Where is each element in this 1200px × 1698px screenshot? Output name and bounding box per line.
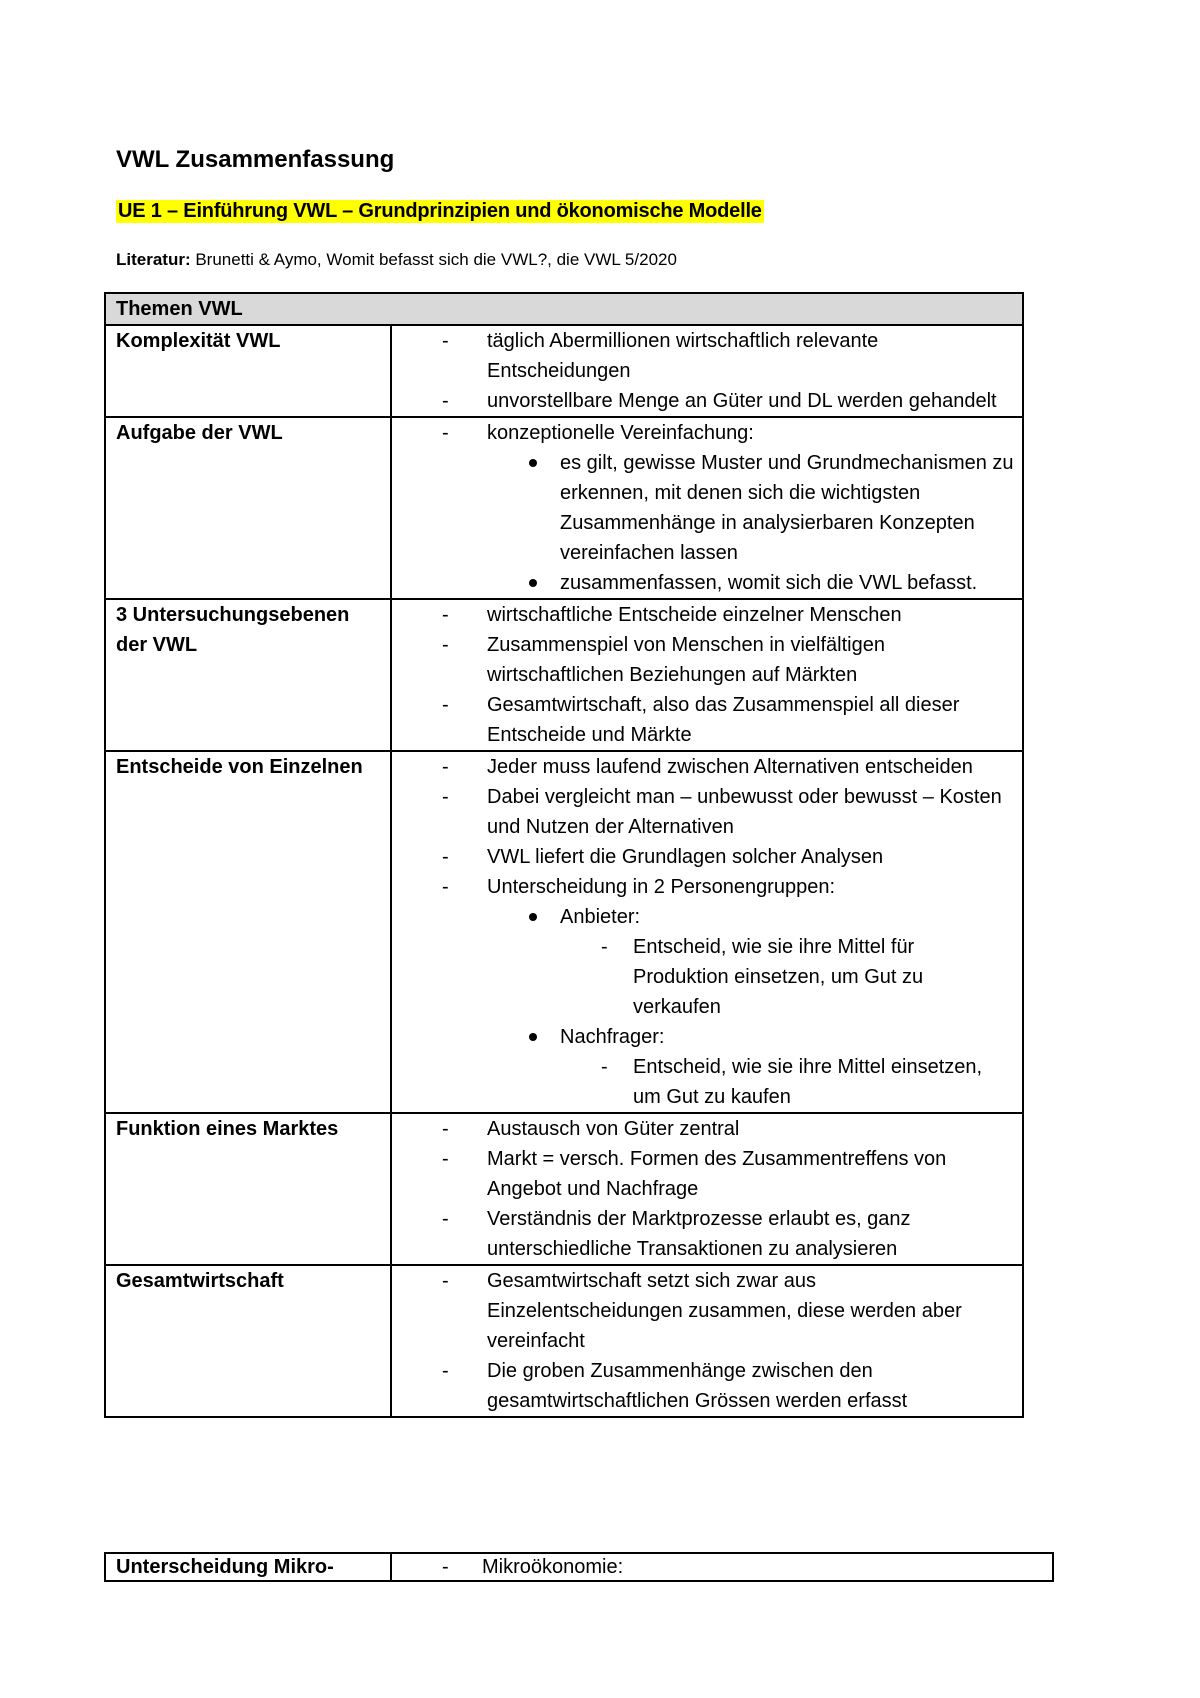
list-item (402, 326, 1014, 386)
list-item-text: konzeptionelle Vereinfachung: (487, 422, 754, 444)
list-item (402, 600, 1014, 630)
list-item (402, 1204, 1014, 1264)
list-item (402, 752, 1014, 782)
table-row (105, 1113, 1023, 1265)
list-item (402, 386, 1014, 416)
list-item (402, 1144, 1014, 1204)
list-item-text: täglich Abermillionen wirtschaftlich relevante Entscheidungen (487, 330, 879, 382)
dash-list (402, 418, 1014, 598)
list-item-text: Entscheid, wie sie ihre Mittel für Produktion einsetzen, um Gut zu verkaufen (633, 936, 924, 1018)
list-item-text: Nachfrager: (560, 1026, 665, 1048)
list-item-text: Gesamtwirtschaft setzt sich zwar aus Einzelentscheidungen zusammen, diese werden aber vereinfacht (487, 1270, 962, 1352)
row-label: Entscheide von Einzelnen (105, 751, 391, 1113)
list-item-text: Markt = versch. Formen des Zusammentreffens von Angebot und Nachfrage (487, 1148, 947, 1200)
list-item-text: Austausch von Güter zentral (487, 1118, 740, 1140)
list-item-text: Jeder muss laufend zwischen Alternativen entscheiden (487, 756, 973, 778)
list-item (402, 842, 1014, 872)
list-item-text: Entscheid, wie sie ihre Mittel einsetzen, um Gut zu kaufen (633, 1056, 983, 1108)
row-content (391, 599, 1023, 751)
list-item-text: VWL liefert die Grundlagen solcher Analysen (487, 846, 884, 868)
list-item (487, 1052, 1014, 1112)
list-item-text: wirtschaftliche Entscheide einzelner Menschen (487, 604, 902, 626)
section-heading: UE 1 – Einführung VWL – Grundprinzipien und ökonomische Modelle (118, 200, 762, 222)
row-content (391, 1553, 1053, 1581)
row-content (391, 325, 1023, 417)
dash-list (402, 600, 1014, 750)
literature-line (116, 250, 677, 270)
list-item-text: Verständnis der Marktprozesse erlaubt es, ganz unterschiedliche Transaktionen zu analysieren (487, 1208, 911, 1260)
list-item (402, 1114, 1014, 1144)
list-item-text: Unterscheidung in 2 Personengruppen: (487, 876, 836, 898)
row-content (391, 1113, 1023, 1265)
list-item (487, 448, 1014, 568)
row-content (391, 417, 1023, 599)
row-label: Komplexität VWL (105, 325, 391, 417)
list-item: - Mikroökonomie: (402, 1554, 1044, 1580)
table-row (105, 1553, 1053, 1581)
list-item (402, 630, 1014, 690)
list-item-text: unvorstellbare Menge an Güter und DL werden gehandelt (487, 390, 997, 412)
table-row (105, 325, 1023, 417)
table-row (105, 599, 1023, 751)
list-item (402, 690, 1014, 750)
list-item-text: Gesamtwirtschaft, also das Zusammenspiel all dieser Entscheide und Märkte (487, 694, 960, 746)
bullet-list (402, 902, 1014, 1112)
micro-macro-table (104, 1552, 1054, 1582)
dash-list (402, 1266, 1014, 1416)
bullet-list (402, 448, 1014, 598)
row-label: Funktion eines Marktes (105, 1113, 391, 1265)
row-content (391, 751, 1023, 1113)
table-header: Themen VWL (105, 293, 1023, 325)
row-content (391, 1265, 1023, 1417)
dash-list (487, 932, 1014, 1022)
document-title: VWL Zusammenfassung (116, 146, 395, 173)
topics-table (104, 292, 1024, 1418)
literature-text: Brunetti & Aymo, Womit befasst sich die VWL?, die VWL 5/2020 (190, 250, 677, 269)
dash-list (402, 1114, 1014, 1264)
row-label: Unterscheidung Mikro- (105, 1553, 391, 1581)
list-item-text: Dabei vergleicht man – unbewusst oder bewusst – Kosten und Nutzen der Alternativen (487, 786, 1002, 838)
row-label: 3 Untersuchungsebenen der VWL (105, 599, 391, 751)
literature-label: Literatur: (116, 250, 191, 269)
list-item-text: Zusammenspiel von Menschen in vielfältigen wirtschaftlichen Beziehungen auf Märkten (487, 634, 885, 686)
dash-list (402, 326, 1014, 416)
list-item (402, 1266, 1014, 1356)
list-item (487, 932, 1014, 1022)
table-row (105, 751, 1023, 1113)
list-item (402, 872, 1014, 1112)
list-item (487, 1022, 1014, 1112)
dash-list (487, 1052, 1014, 1112)
list-item (402, 418, 1014, 598)
list-item (487, 568, 1014, 598)
row-label: Gesamtwirtschaft (105, 1265, 391, 1417)
dash-list (402, 1554, 1044, 1580)
list-item (487, 902, 1014, 1022)
table-row (105, 1265, 1023, 1417)
table-row (105, 417, 1023, 599)
list-item-text: Die groben Zusammenhänge zwischen den gesamtwirtschaftlichen Grössen werden erfasst (487, 1360, 908, 1412)
dash-list (402, 752, 1014, 1112)
list-item (402, 782, 1014, 842)
list-item (402, 1356, 1014, 1416)
list-item-text: es gilt, gewisse Muster und Grundmechanismen zu erkennen, mit denen sich die wichtigsten Zusammenhänge in analysierbaren Konzepten vereinfachen lassen (560, 452, 1014, 564)
table-header-row (105, 293, 1023, 325)
list-item-text: zusammenfassen, womit sich die VWL befasst. (560, 572, 978, 594)
row-label: Aufgabe der VWL (105, 417, 391, 599)
list-item-text: Anbieter: (560, 906, 641, 928)
